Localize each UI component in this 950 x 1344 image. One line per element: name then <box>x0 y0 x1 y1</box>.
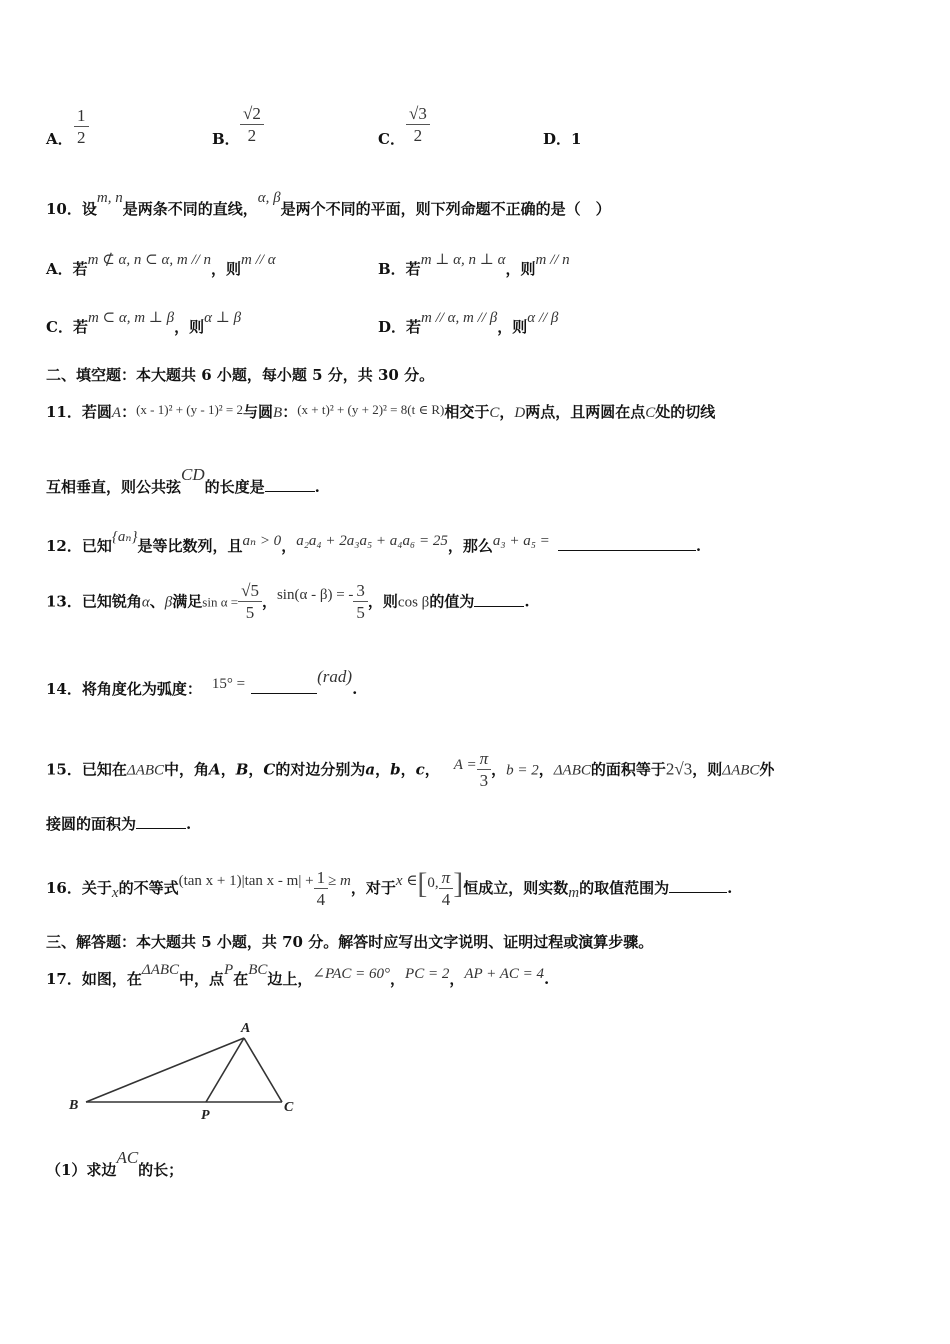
question-11-line-2: 互相垂直，则公共弦CD的长度是 . <box>46 465 320 496</box>
side-ba <box>86 1038 244 1102</box>
answer-blank[interactable] <box>669 892 727 893</box>
question-10: 10．设m, n是两条不同的直线，α, β是两个不同的平面，则下列命题不正确的是（ ） <box>46 190 611 218</box>
question-12: 12．已知{aₙ}是等比数列，且aₙ > 0，a₂a₄ + 2a₃a₅ + a₄a₆ = 25，那么a₃ + a₅ = . <box>46 529 702 555</box>
answer-blank[interactable] <box>558 550 696 551</box>
q10-option-d: D．若m // α, m // β，则α // β <box>378 310 559 336</box>
question-15-line-1: 15．已知在ΔABC中，角A，B，C的对边分别为a，b，c， A = $\frac{\pi}{3}$ ，b = 2，ΔABC的面积等于2√3，则ΔABC外 <box>46 749 775 790</box>
question-13: 13．已知锐角α、β满足sin α = $\frac{√5}{5}$ ，sin(α - β) = - $\frac{3}{5}$ ，则cos β的值为 . <box>46 581 530 622</box>
label-a: A <box>241 1021 251 1036</box>
q9-option-a-label: A． <box>46 130 73 148</box>
q9-option-d: D．1 <box>543 130 582 148</box>
answer-blank[interactable] <box>265 491 315 492</box>
q9-option-c-label: C． <box>378 130 405 148</box>
question-14: 14．将角度化为弧度： 15° = (rad). <box>46 667 358 698</box>
side-ac <box>244 1038 282 1102</box>
question-17: 17．如图，在ΔABC中，点P在BC边上，∠PAC = 60°，PC = 2，AP + AC = 4. <box>46 962 550 988</box>
answer-blank[interactable] <box>136 828 186 829</box>
q10-option-c: C．若m ⊂ α, m ⊥ β，则α ⊥ β <box>46 310 242 336</box>
q10-option-b: B．若m ⊥ α, n ⊥ α，则m // n <box>378 252 570 278</box>
section-2-heading: 二、填空题：本大题共 6 小题，每小题 5 分，共 30 分。 <box>46 366 435 384</box>
label-b: B <box>69 1098 79 1113</box>
answer-blank[interactable] <box>474 606 524 607</box>
answer-blank[interactable] <box>251 693 317 694</box>
q9-option-c-value: $\frac{√3}{2}$ <box>406 104 430 147</box>
q9-option-b-value: $\frac{√2}{2}$ <box>240 104 264 147</box>
q10-option-a: A．若m ⊄ α, n ⊂ α, m // n，则m // α <box>46 252 276 278</box>
label-p: P <box>201 1108 210 1123</box>
question-11-line-1: 11．若圆A：(x - 1)² + (y - 1)² = 2与圆B：(x + t)² + (y + 2)² = 8(t ∈ R)相交于C，D两点，且两圆在点C处的切线 <box>46 402 716 421</box>
segment-ap <box>206 1038 244 1102</box>
triangle-figure <box>60 1018 320 1128</box>
label-c: C <box>284 1100 294 1115</box>
section-3-heading: 三、解答题：本大题共 5 小题，共 70 分。解答时应写出文字说明、证明过程或演算步骤。 <box>46 933 654 951</box>
question-15-line-2: 接圆的面积为 . <box>46 815 192 833</box>
q17-sub-1: （1）求边AC的长； <box>46 1148 184 1179</box>
question-16: 16．关于x的不等式(tan x + 1)|tan x - m| + $\frac{1}{4}$ ≥ m，对于x ∈[0, $\frac{\pi}{4}$ ]恒成立，则实数m的取值范围为 . <box>46 867 733 909</box>
q9-option-b-label: B． <box>212 130 240 148</box>
q9-option-a-value: $\frac{1}{2}$ <box>74 106 89 149</box>
